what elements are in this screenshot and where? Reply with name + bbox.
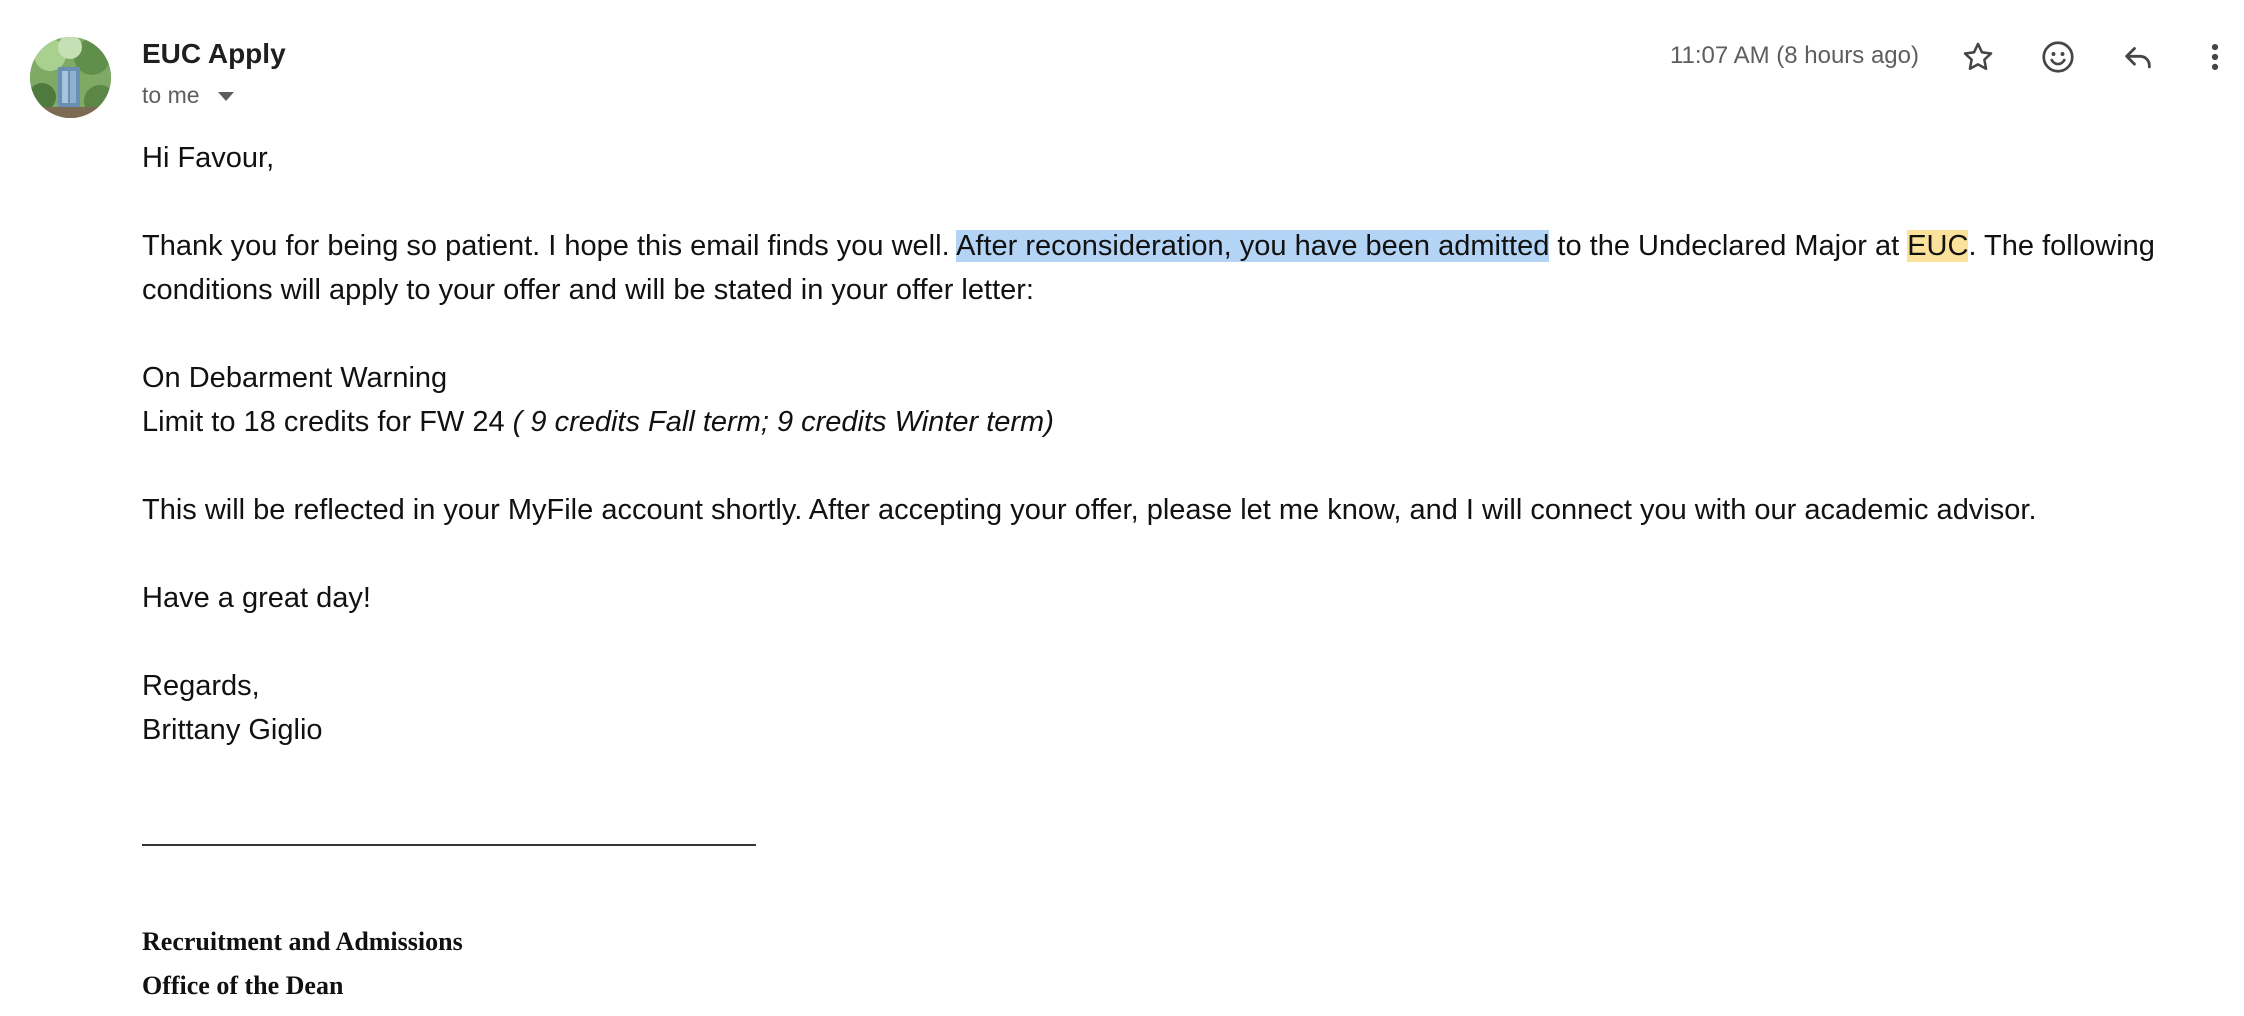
star-button[interactable] (1955, 34, 2001, 80)
recipient-details-toggle[interactable] (142, 82, 234, 109)
signature-divider (142, 844, 756, 846)
selected-text: After reconsideration, you have been admitted (956, 230, 1550, 262)
paragraph-myfile: This will be reflected in your MyFile account shortly. After accepting your offer, please let me know, and I will connect you with our academic advisor. (142, 494, 2037, 526)
more-options-button[interactable] (2195, 34, 2235, 80)
paragraph-offer (142, 224, 2222, 312)
sender-name[interactable]: EUC Apply (142, 38, 286, 69)
star-icon (1961, 40, 1995, 74)
greeting: Hi Favour, (142, 142, 275, 174)
highlighted-term: EUC (1907, 230, 1969, 262)
avatar-image (30, 37, 111, 118)
message-timestamp: 11:07 AM (8 hours ago) (1669, 42, 1919, 69)
recipient-label: to me (142, 82, 200, 108)
reply-button[interactable] (2115, 34, 2161, 80)
message-body (142, 136, 2222, 752)
regards-line: Regards, (142, 670, 260, 702)
offer-text-end: . The following conditions will apply to your offer and will be stated in your offer letter: (142, 230, 2155, 306)
signature-department: Recruitment and Admissions (142, 927, 463, 956)
sender-signature-name: Brittany Giglio (142, 714, 323, 746)
sender-avatar[interactable] (30, 37, 111, 118)
closing-line: Have a great day! (142, 582, 371, 614)
condition-credit-limit (142, 400, 2222, 444)
signature-office: Office of the Dean (142, 971, 344, 1000)
offer-text-start: Thank you for being so patient. I hope this email finds you well. (142, 230, 957, 262)
condition-debarment: On Debarment Warning (142, 362, 448, 394)
credit-limit-text: Limit to 18 credits for FW 24 (142, 406, 513, 438)
chevron-down-icon (218, 92, 234, 101)
offer-text-mid: to the Undeclared Major at (1549, 230, 1908, 262)
emoji-icon (2040, 39, 2076, 75)
reply-icon (2121, 40, 2155, 74)
credit-limit-detail: ( 9 credits Fall term; 9 credits Winter term) (512, 406, 1054, 438)
add-reaction-button[interactable] (2035, 34, 2081, 80)
more-vert-icon (2209, 40, 2221, 74)
